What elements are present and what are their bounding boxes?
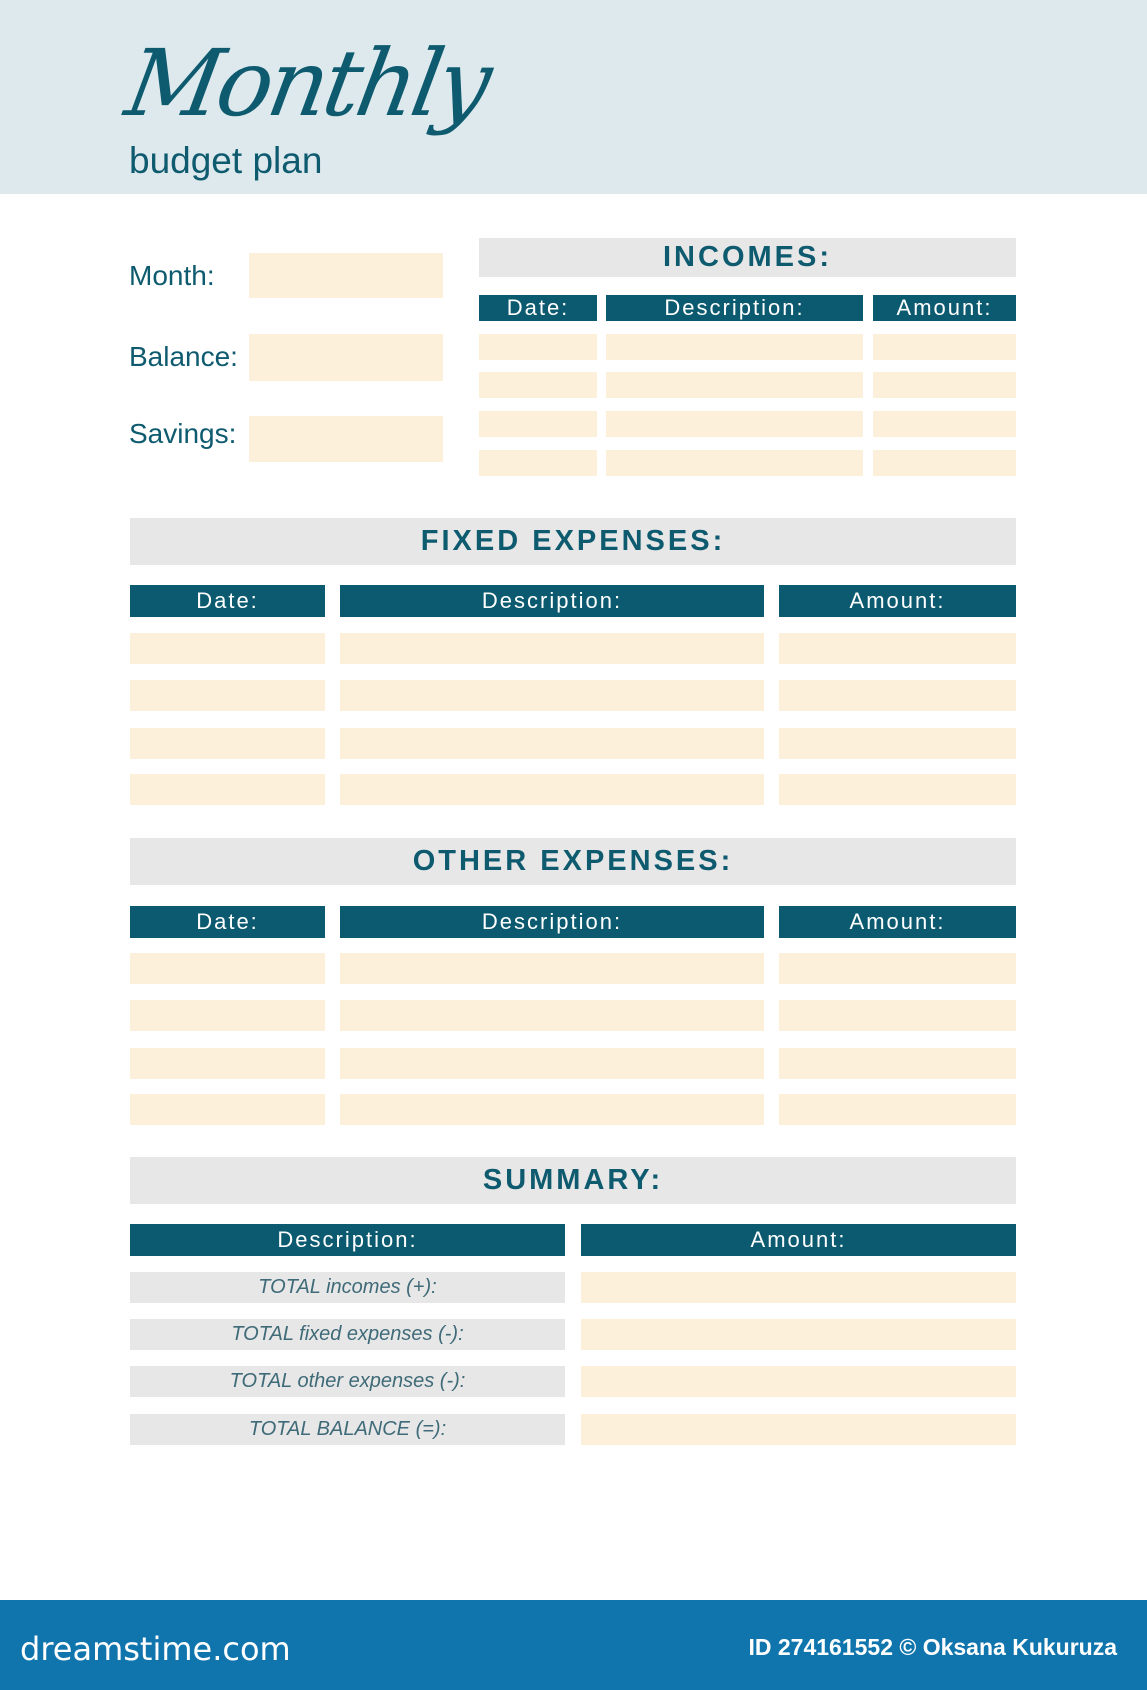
incomes-cell[interactable]: [606, 411, 863, 437]
other-cell[interactable]: [130, 1000, 325, 1031]
fixed-cell[interactable]: [779, 774, 1016, 805]
other-col-header: Date:: [130, 906, 325, 938]
title-subtitle: budget plan: [129, 140, 323, 181]
incomes-cell[interactable]: [479, 450, 597, 476]
summary-col-header: Amount:: [581, 1224, 1016, 1256]
other-col-header: Description:: [340, 906, 764, 938]
fixed-cell[interactable]: [779, 728, 1016, 759]
footer-logo: dreamstime.com: [20, 1630, 291, 1668]
month-label: Month:: [129, 260, 215, 291]
incomes-cell[interactable]: [479, 411, 597, 437]
fixed-cell[interactable]: [340, 774, 764, 805]
fixed-cell[interactable]: [340, 680, 764, 711]
summary-row-label: TOTAL BALANCE (=):: [130, 1414, 565, 1445]
other-cell[interactable]: [779, 1048, 1016, 1079]
incomes-col-header: Date:: [479, 295, 597, 321]
savings-label: Savings:: [129, 418, 237, 449]
summary-amount-field[interactable]: [581, 1414, 1016, 1445]
incomes-cell[interactable]: [479, 334, 597, 360]
other-cell[interactable]: [340, 953, 764, 984]
savings-field[interactable]: [249, 416, 443, 462]
incomes-cell[interactable]: [873, 411, 1016, 437]
fixed-col-header: Description:: [340, 585, 764, 617]
fixed-cell[interactable]: [340, 728, 764, 759]
incomes-col-header: Amount:: [873, 295, 1016, 321]
fixed-cell[interactable]: [340, 633, 764, 664]
fixed-cell[interactable]: [779, 680, 1016, 711]
fixed-cell[interactable]: [130, 633, 325, 664]
other-cell[interactable]: [340, 1000, 764, 1031]
balance-label: Balance:: [129, 341, 238, 372]
other-col-header: Amount:: [779, 906, 1016, 938]
incomes-cell[interactable]: [873, 334, 1016, 360]
incomes-col-header: Description:: [606, 295, 863, 321]
summary-col-header: Description:: [130, 1224, 565, 1256]
balance-field[interactable]: [249, 334, 443, 381]
fixed-cell[interactable]: [779, 633, 1016, 664]
fixed-col-header: Date:: [130, 585, 325, 617]
other-cell[interactable]: [130, 1048, 325, 1079]
incomes-cell[interactable]: [479, 372, 597, 398]
fixed-cell[interactable]: [130, 680, 325, 711]
header-banner: [0, 0, 1147, 194]
fixed-section-title: FIXED EXPENSES:: [130, 518, 1016, 565]
summary-row-label: TOTAL fixed expenses (-):: [130, 1319, 565, 1350]
other-cell[interactable]: [340, 1048, 764, 1079]
incomes-cell[interactable]: [873, 450, 1016, 476]
month-field[interactable]: [249, 253, 443, 298]
footer-bar: [0, 1600, 1147, 1690]
fixed-cell[interactable]: [130, 728, 325, 759]
other-cell[interactable]: [779, 1094, 1016, 1125]
other-cell[interactable]: [130, 1094, 325, 1125]
incomes-cell[interactable]: [873, 372, 1016, 398]
other-cell[interactable]: [779, 1000, 1016, 1031]
fixed-cell[interactable]: [130, 774, 325, 805]
title-script: Monthly: [118, 30, 496, 137]
other-cell[interactable]: [340, 1094, 764, 1125]
incomes-section-title: INCOMES:: [479, 238, 1016, 277]
summary-amount-field[interactable]: [581, 1272, 1016, 1303]
incomes-cell[interactable]: [606, 334, 863, 360]
other-cell[interactable]: [779, 953, 1016, 984]
incomes-cell[interactable]: [606, 372, 863, 398]
summary-amount-field[interactable]: [581, 1319, 1016, 1350]
footer-credit: ID 274161552 © Oksana Kukuruza: [748, 1634, 1117, 1660]
incomes-cell[interactable]: [606, 450, 863, 476]
summary-row-label: TOTAL other expenses (-):: [130, 1366, 565, 1397]
fixed-col-header: Amount:: [779, 585, 1016, 617]
other-cell[interactable]: [130, 953, 325, 984]
other-section-title: OTHER EXPENSES:: [130, 838, 1016, 885]
summary-row-label: TOTAL incomes (+):: [130, 1272, 565, 1303]
summary-amount-field[interactable]: [581, 1366, 1016, 1397]
summary-section-title: SUMMARY:: [130, 1157, 1016, 1204]
